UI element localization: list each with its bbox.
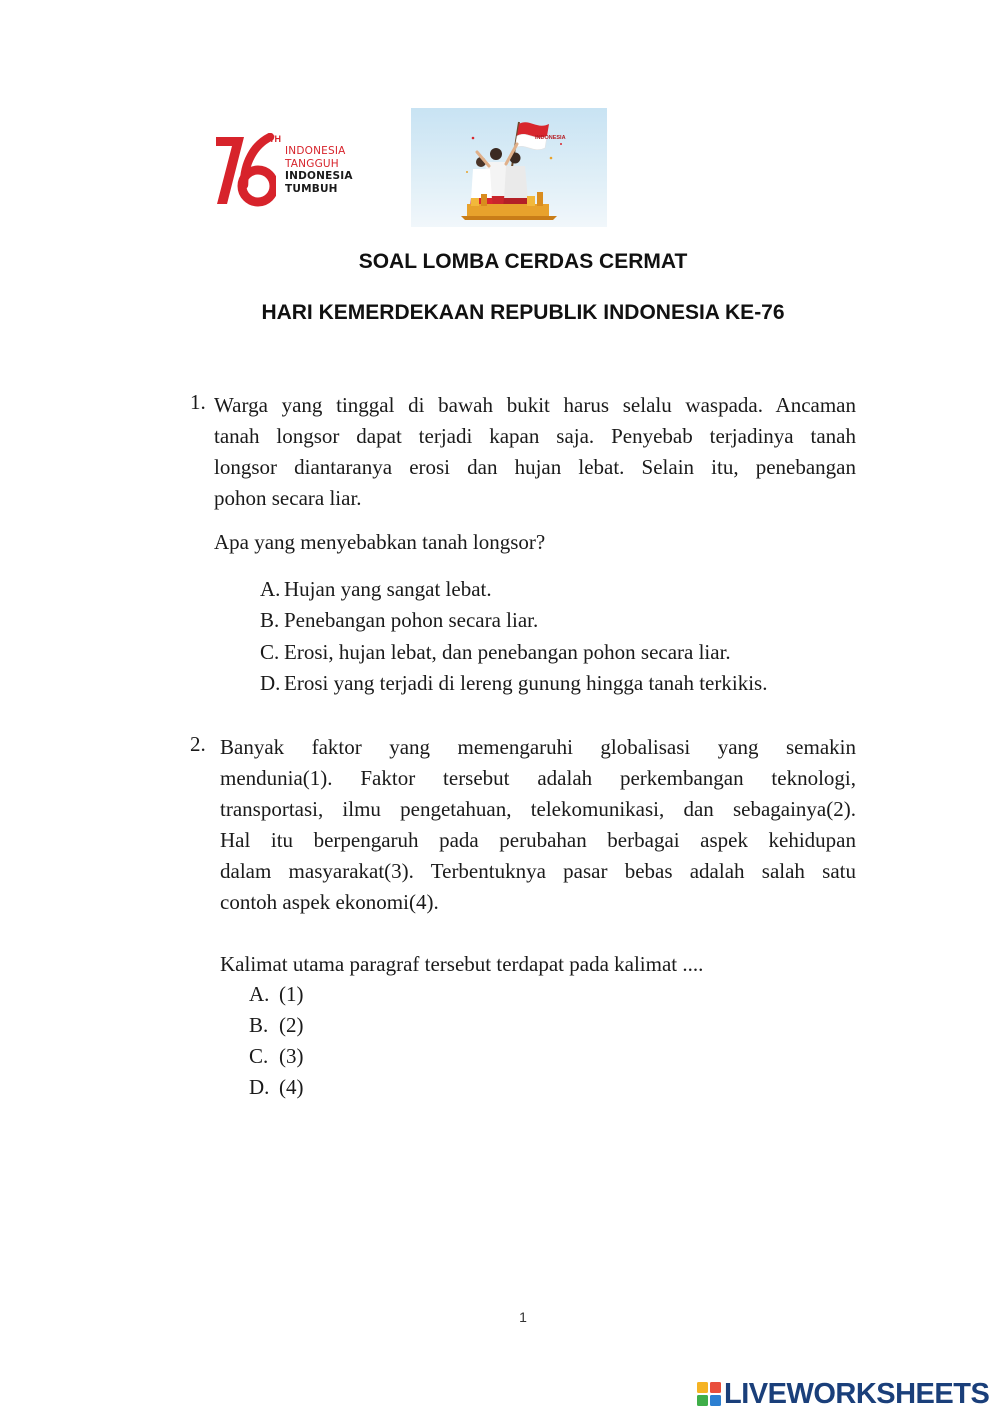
indonesia-76-logo (214, 133, 374, 208)
question-2-option-c[interactable] (249, 1044, 304, 1069)
question-2-option-b[interactable] (249, 1013, 304, 1038)
option-key: D. (260, 671, 281, 695)
page-number: 1 (519, 1309, 527, 1325)
option-text: Erosi, hujan lebat, dan penebangan pohon secara liar. (284, 640, 731, 664)
option-text: (2) (279, 1013, 304, 1037)
option-key: C. (260, 640, 280, 664)
illustration-tag: INDONESIA (535, 135, 566, 141)
question-1-option-d[interactable] (260, 671, 767, 696)
option-key: B. (260, 608, 280, 632)
question-1-line-1: Warga yang tinggal di bawah bukit harus selalu waspada. Ancaman (214, 393, 856, 417)
option-key: D. (249, 1075, 270, 1099)
watermark-text: LIVEWORKSHEETS (724, 1378, 990, 1410)
question-1-line-4: pohon secara liar. (214, 486, 362, 510)
question-1-prompt: Apa yang menyebabkan tanah longsor? (214, 530, 546, 554)
question-1-option-b[interactable] (260, 608, 538, 633)
logo-line-1: INDONESIA (285, 145, 346, 157)
question-1-option-c[interactable] (260, 640, 731, 665)
liveworksheets-logo-icon (696, 1381, 722, 1407)
logo-superscript: TH (269, 134, 281, 144)
option-key: A. (260, 577, 281, 601)
option-key: A. (249, 982, 270, 1006)
option-text: (4) (279, 1075, 304, 1099)
question-2-line-6: contoh aspek ekonomi(4). (220, 890, 439, 914)
independence-day-illustration (411, 108, 607, 227)
option-key: B. (249, 1013, 269, 1037)
question-2-line-3: transportasi, ilmu pengetahuan, telekomunikasi, dan sebagainya(2). (220, 797, 856, 821)
question-2-line-4: Hal itu berpengaruh pada perubahan berbagai aspek kehidupan (220, 828, 856, 852)
option-text: (1) (279, 982, 304, 1006)
option-text: Erosi yang terjadi di lereng gunung hingga tanah terkikis. (284, 671, 768, 695)
question-1-line-2: tanah longsor dapat terjadi kapan saja. Penyebab terjadinya tanah (214, 424, 856, 448)
question-1-text (214, 390, 856, 514)
question-2-option-a[interactable] (249, 982, 304, 1007)
logo-line-4: TUMBUH (285, 182, 338, 195)
question-2-prompt: Kalimat utama paragraf tersebut terdapat pada kalimat .... (220, 952, 704, 976)
logo-76-mark-icon (214, 133, 276, 208)
question-2-line-1: Banyak faktor yang memengaruhi globalisasi yang semakin (220, 735, 856, 759)
flag-heroes-illustration-icon (411, 108, 607, 227)
question-2-number: 2. (190, 732, 206, 756)
option-text: Penebangan pohon secara liar. (284, 608, 539, 632)
logo-line-3: INDONESIA (285, 170, 353, 182)
logo-line-2: TANGGUH (285, 157, 339, 170)
option-text: Hujan yang sangat lebat. (284, 577, 492, 601)
question-1-line-3: longsor diantaranya erosi dan hujan lebat. Selain itu, penebangan (214, 455, 856, 479)
question-2-line-5: dalam masyarakat(3). Terbentuknya pasar bebas adalah salah satu (220, 859, 856, 883)
option-text: (3) (279, 1044, 304, 1068)
question-1-number: 1. (190, 390, 206, 414)
question-2-text (220, 732, 856, 918)
option-key: C. (249, 1044, 269, 1068)
question-2-option-d[interactable] (249, 1075, 304, 1100)
page-subtitle: HARI KEMERDEKAAN REPUBLIK INDONESIA KE-76 (261, 301, 785, 324)
question-1-option-a[interactable] (260, 577, 492, 602)
question-2-line-2: mendunia(1). Faktor tersebut adalah perkembangan teknologi, (220, 766, 856, 790)
page-title: SOAL LOMBA CERDAS CERMAT (358, 250, 688, 273)
